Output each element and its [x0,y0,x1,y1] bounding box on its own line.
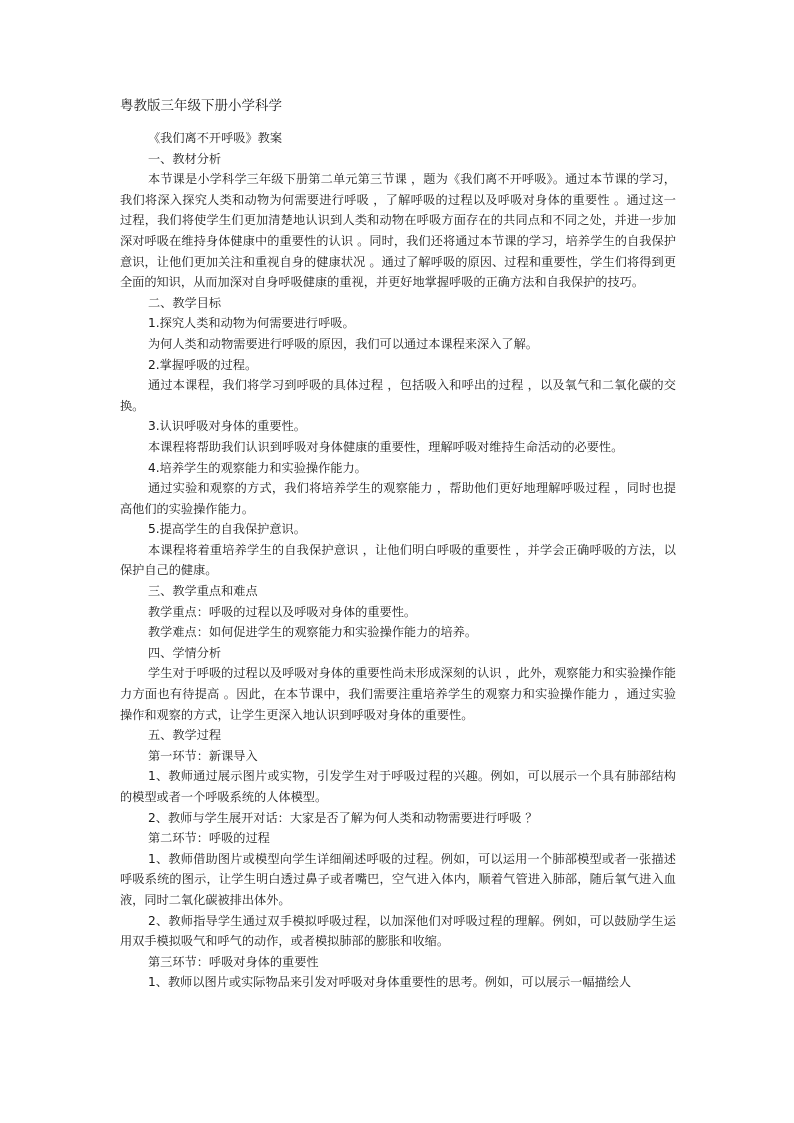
paragraph: 五、教学过程 [148,728,222,743]
paragraph: 第二环节：呼吸的过程 [148,831,270,846]
paragraph: 1.探究人类和动物为何需要进行呼吸。 [148,316,355,331]
paragraph: 第一环节：新课导入 [148,748,258,763]
paragraph: 《我们离不开呼吸》教案 [148,131,283,145]
paragraph: 学生对于呼吸的过程以及呼吸对身体的重要性尚未形成深刻的认识 ，此外，观察能力和实验操作能力方面也有待提高 。因此，在本节课中，我们需要注重培养学生的观察力和实验操作能力 ，通过实验操作和观察的方式，让学生更深入地认识到呼吸对身体的重要性。 [120,666,676,722]
paragraph: 5.提高学生的自我保护意识。 [148,522,306,537]
paragraph: 本节课是小学科学三年级下册第二单元第三节课 ，题为《我们离不开呼吸》。通过本节课的学习，我们将深入探究人类和动物为何需要进行呼吸 ，了解呼吸的过程以及呼吸对身体的重要性 。通过这一过程，我们将使学生们更加清楚地认识到人类和动物在呼吸方面存在的共同点和不同之处，并进一步加深对呼吸在维持身体健康中的重要性的认识 。同时，我们还将通过本节课的学习，培养学生的自我保护意识，让他们更加关注和重视自身的健康状况 。通过了解呼吸的原因、过程和重要性，学生们将得到更全面的知识，从而加深对自身呼吸健康的重视，并更好地掌握呼吸的正确方法和自我保护的技巧。 [120,172,676,290]
paragraph: 教学难点：如何促进学生的观察能力和实验操作能力的培养。 [148,625,478,640]
paragraph: 2、教师指导学生通过双手模拟呼吸过程，以加深他们对呼吸过程的理解。例如，可以鼓励学生运用双手模拟吸气和呼气的动作，或者模拟肺部的膨胀和收缩。 [120,913,676,949]
paragraph: 1、教师以图片或实际物品来引发对呼吸对身体重要性的思考。例如，可以展示一幅描绘人 [148,975,632,990]
paragraph: 本课程将帮助我们认识到呼吸对身体健康的重要性，理解呼吸对维持生命活动的必要性。 [148,439,624,454]
paragraph: 本课程将着重培养学生的自我保护意识 ，让他们明白呼吸的重要性 ，并学会正确呼吸的方法，以保护自己的健康。 [120,542,676,578]
paragraph: 2、教师与学生展开对话：大家是否了解为何人类和动物需要进行呼吸 ？ [148,810,538,825]
paragraph: 通过实验和观察的方式，我们将培养学生的观察能力 ，帮助他们更好地理解呼吸过程 ，同时也提高他们的实验操作能力。 [120,481,676,516]
paragraph: 教学重点：呼吸的过程以及呼吸对身体的重要性。 [148,604,417,619]
paragraph: 四、学情分析 [148,645,222,660]
paragraph: 2.掌握呼吸的过程。 [148,357,258,372]
paragraph: 通过本课程，我们将学习到呼吸的具体过程 ，包括吸入和呼出的过程 ，以及氧气和二氧化碳的交换。 [120,378,676,413]
paragraph: 为何人类和动物需要进行呼吸的原因，我们可以通过本课程来深入了解。 [148,336,538,351]
document-title: 粤教版三年级下册小学科学 [120,98,282,114]
paragraph: 1、教师通过展示图片或实物，引发学生对于呼吸过程的兴趣。例如，可以展示一个具有肺部结构的模型或者一个呼吸系统的人体模型。 [120,769,676,804]
paragraph: 一、教材分析 [148,151,222,166]
paragraph: 3.认识呼吸对身体的重要性。 [148,419,306,434]
paragraph: 三、教学重点和难点 [148,584,258,599]
paragraph: 4.培养学生的观察能力和实验操作能力。 [148,460,367,475]
paragraph: 1、教师借助图片或模型向学生详细阐述呼吸的过程。例如，可以运用一个肺部模型或者一张描述呼吸系统的图示，让学生明白透过鼻子或者嘴巴，空气进入体内，顺着气管进入肺部，随后氧气进入血液，同时二氧化碳被排出体外。 [120,851,676,907]
paragraph: 二、教学目标 [148,295,222,310]
document-body [120,128,676,993]
paragraph: 第三环节：呼吸对身体的重要性 [148,954,319,969]
